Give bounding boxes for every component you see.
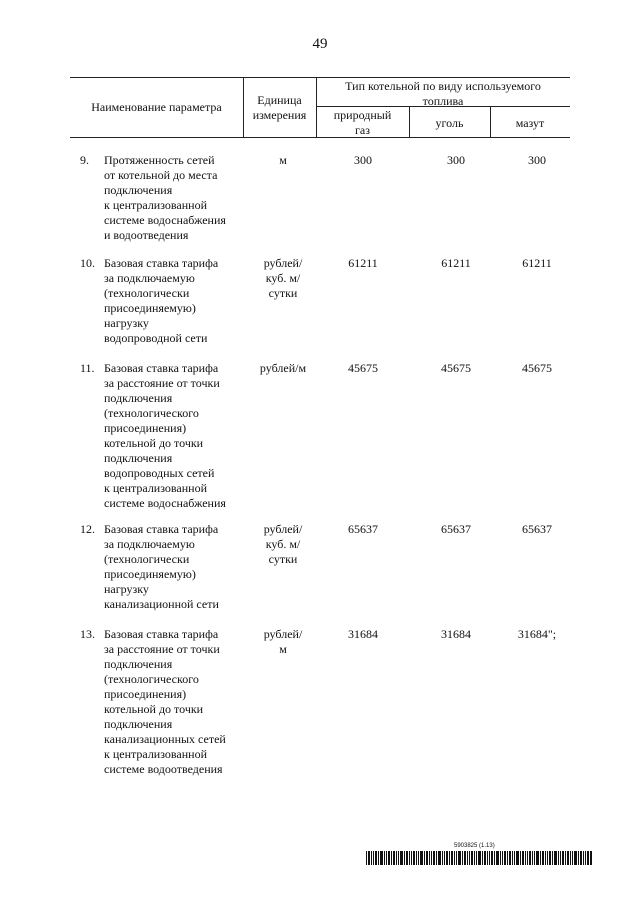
row-param-line: котельной до точки [104, 436, 204, 450]
header-fuel-coal [409, 116, 490, 131]
row-unit-line: сутки [268, 286, 298, 300]
barcode-caption: 5903825 (1.13) [454, 843, 495, 849]
row-param-line: Базовая ставка тарифа [104, 522, 219, 536]
row-unit [248, 153, 318, 168]
row-number: 12. [80, 522, 95, 536]
row-param-line: присоединения) [104, 687, 187, 701]
row-param-line: подключения [104, 391, 173, 405]
row-unit [248, 627, 318, 657]
row-param-line: подключения [104, 183, 173, 197]
row-value-oil: 45675 [522, 361, 552, 375]
row-param-name [104, 627, 254, 777]
row-param-line: к централизованной [104, 747, 208, 761]
row-param-line: за подключаемую [104, 537, 195, 551]
row-param-line: Базовая ставка тарифа [104, 627, 219, 641]
row-param-line: (технологически [104, 286, 190, 300]
row-unit-line: рублей/м [259, 361, 307, 375]
row-param-line: присоединяемую) [104, 567, 196, 581]
row-unit-line: сутки [268, 552, 298, 566]
row-param-line: системе водоснабжения [104, 496, 226, 510]
row-value-coal: 31684 [441, 627, 471, 641]
header-fuel-coal-line: уголь [435, 116, 464, 130]
header-unit-line: Единица [257, 93, 302, 107]
row-value-gas: 45675 [348, 361, 378, 375]
row-unit-line: рублей/ [263, 522, 303, 536]
row-number: 13. [80, 627, 95, 641]
header-param-name: Наименование параметра [91, 100, 222, 114]
row-param-line: подключения [104, 657, 173, 671]
row-unit-line: м [279, 153, 287, 167]
page-number: 49 [312, 36, 328, 52]
barcode-image [366, 851, 592, 865]
row-param-line: от котельной до места [104, 168, 218, 182]
row-param-name [104, 256, 254, 346]
row-value-gas: 31684 [348, 627, 378, 641]
header-fuel-oil [490, 116, 570, 131]
row-number: 9. [80, 153, 89, 167]
header-fuel-group-line: Тип котельной по виду используемого [345, 79, 541, 93]
header-fuel-group-line: топлива [422, 94, 464, 108]
row-param-line: системе водоотведения [104, 762, 223, 776]
row-unit [248, 522, 318, 567]
row-param-line: (технологически [104, 552, 190, 566]
row-param-line: к централизованной [104, 198, 208, 212]
row-value-oil: 31684"; [517, 627, 557, 641]
row-unit [248, 361, 318, 376]
row-param-line: присоединяемую) [104, 301, 196, 315]
row-value-coal: 45675 [441, 361, 471, 375]
header-unit-line: измерения [252, 108, 307, 122]
header-fuel-gas-line: газ [355, 123, 370, 137]
row-param-line: и водоотведения [104, 228, 189, 242]
row-param-name [104, 361, 254, 511]
row-value-coal: 61211 [441, 256, 471, 270]
row-param-line: за подключаемую [104, 271, 195, 285]
row-unit [248, 256, 318, 301]
row-param-line: подключения [104, 451, 173, 465]
row-unit-line: рублей/ [263, 256, 303, 270]
row-value-oil: 61211 [522, 256, 552, 270]
row-param-line: (технологического [104, 406, 199, 420]
row-param-line: котельной до точки [104, 702, 204, 716]
row-unit-line: куб. м/ [265, 537, 301, 551]
header-fuel-gas-line: природный [333, 108, 392, 122]
row-value-gas: 300 [354, 153, 372, 167]
header-fuel-gas [316, 108, 409, 138]
row-param-line: за расстояние от точки [104, 376, 220, 390]
row-param-line: системе водоснабжения [104, 213, 226, 227]
row-param-line: Базовая ставка тарифа [104, 256, 219, 270]
row-param-line: нагрузку [104, 582, 149, 596]
row-param-line: Протяженность сетей [104, 153, 215, 167]
row-param-line: канализационных сетей [104, 732, 226, 746]
row-value-oil: 300 [528, 153, 546, 167]
row-value-gas: 61211 [348, 256, 378, 270]
table-top-rule [70, 77, 570, 78]
row-param-line: за расстояние от точки [104, 642, 220, 656]
row-value-gas: 65637 [348, 522, 378, 536]
row-param-line: (технологического [104, 672, 199, 686]
row-param-line: водопроводных сетей [104, 466, 215, 480]
row-number: 10. [80, 256, 95, 270]
row-param-line: присоединения) [104, 421, 187, 435]
row-value-coal: 300 [447, 153, 465, 167]
row-value-oil: 65637 [522, 522, 552, 536]
row-value-coal: 65637 [441, 522, 471, 536]
row-param-name [104, 522, 254, 612]
row-param-line: нагрузку [104, 316, 149, 330]
header-fuel-group [316, 79, 570, 109]
row-param-line: подключения [104, 717, 173, 731]
row-unit-line: м [279, 642, 287, 656]
row-param-line: водопроводной сети [104, 331, 208, 345]
header-fuel-oil-line: мазут [515, 116, 545, 130]
row-param-name [104, 153, 254, 243]
row-number: 11. [80, 361, 95, 375]
row-param-line: Базовая ставка тарифа [104, 361, 219, 375]
row-param-line: канализационной сети [104, 597, 219, 611]
row-param-line: к централизованной [104, 481, 208, 495]
header-unit [243, 93, 316, 123]
row-unit-line: куб. м/ [265, 271, 301, 285]
row-unit-line: рублей/ [263, 627, 303, 641]
